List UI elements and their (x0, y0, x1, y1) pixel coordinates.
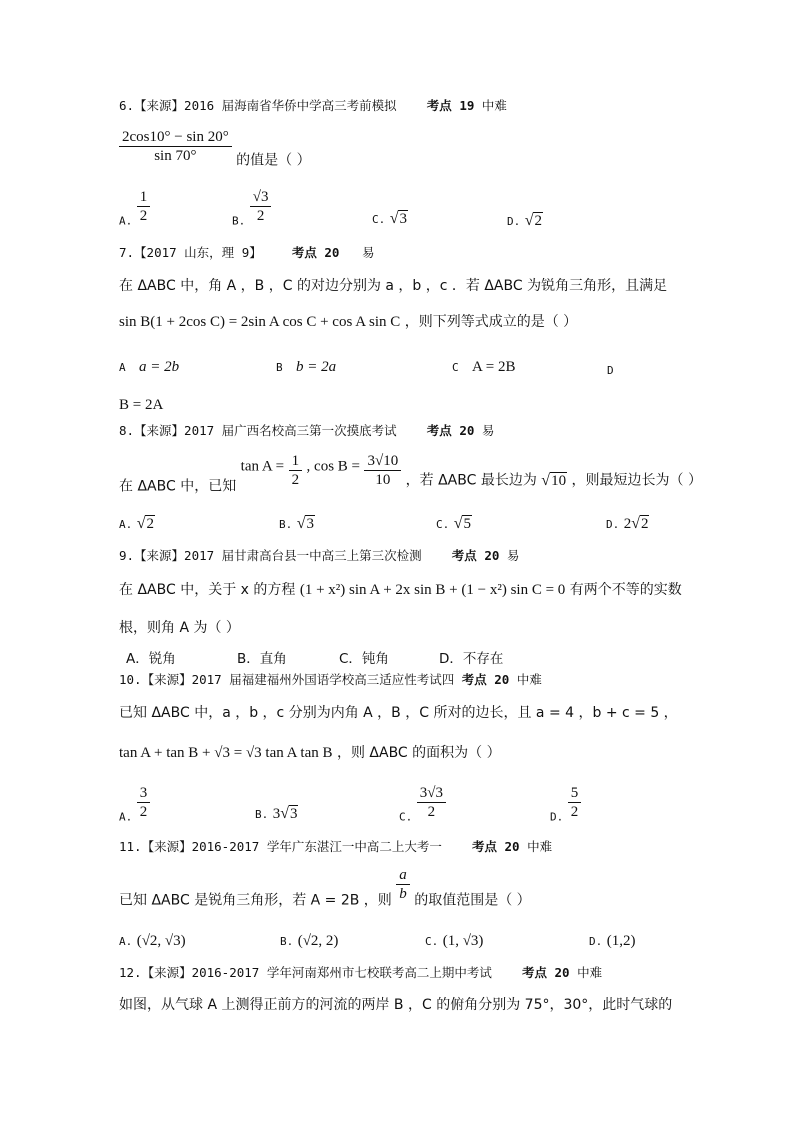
q8-option-d-radicand: 2 (640, 516, 649, 532)
q6-option-b-fraction (250, 188, 272, 225)
q7-option-b-value: b = 2a (295, 359, 337, 375)
q7-option-c-value: A = 2B (471, 359, 516, 375)
q10-option-b-label: B. (255, 808, 269, 821)
q8-stem (119, 452, 702, 496)
q10-option-d (550, 784, 581, 827)
q9-line1-post: 有两个不等的实数 (569, 582, 682, 598)
q11-option-b (280, 932, 338, 951)
q8-option-a-radicand: 2 (146, 516, 154, 532)
q8-cos-num-coef: 3 (367, 453, 375, 469)
q6-difficulty: 中难 (481, 98, 507, 113)
q6-option-d (507, 212, 543, 231)
q11-pre: 已知 ΔABC 是锐角三角形，若 A = 2B ，则 (119, 892, 392, 909)
q8-option-d (606, 515, 649, 534)
q10-option-a-den: 2 (139, 804, 148, 820)
q10-option-b-coef: 3 (272, 806, 281, 822)
q11-fraction-den: b (399, 886, 407, 902)
q6-option-d-label: D. (507, 215, 521, 228)
q9-source: 9.【来源】2017 届甘肃高台县一中高三上第三次检测 (119, 548, 422, 563)
q11-fraction-num: a (396, 866, 410, 885)
q7-option-d-label: D (607, 364, 614, 377)
q6-option-b (232, 188, 271, 231)
q11-stem (119, 866, 531, 910)
q7-option-a-label: A (119, 361, 126, 374)
q7-option-d-value: B = 2A (119, 397, 164, 413)
q8-cos-num: 3√10 (364, 452, 401, 471)
q12-kaodian: 考点 20 (521, 965, 570, 980)
q10-option-a-label: A. (119, 810, 133, 824)
q11-option-c-label: C. (425, 935, 439, 948)
q10-option-a-num: 3 (137, 784, 151, 803)
q9-option-b: B．直角 (237, 651, 287, 667)
q7-line1: 在 ΔABC 中，角 A ，B ，C 的对边分别为 a ，b ，c ．若 ΔABC 为锐角三角形，且满足 (119, 278, 668, 294)
q6-option-d-value: √2 (524, 212, 542, 229)
q11-fraction (396, 866, 410, 903)
q8-cos-num-radicand: 10 (383, 453, 399, 469)
q11-option-d-value: (1,2) (606, 933, 636, 949)
q7-option-c-label: C (452, 361, 459, 374)
q6-option-a-den: 2 (139, 208, 148, 224)
q10-equation: tan A + tan B + √3 = √3 tan A tan B (119, 745, 333, 761)
q6-option-a-fraction (137, 188, 151, 225)
q11-option-a-value: (√2, √3) (136, 933, 186, 949)
q6-stem-text: 的值是（ ） (236, 152, 311, 169)
q6-option-b-den: 2 (256, 208, 265, 224)
q10-option-d-label: D. (550, 810, 564, 824)
q6-option-c-radicand: 3 (399, 211, 407, 227)
q10-line2 (119, 744, 501, 762)
q8-option-b-label: B. (279, 518, 293, 531)
q10-option-d-fraction (568, 784, 582, 821)
q8-option-a-value: √2 (136, 515, 154, 532)
q6-source: 6.【来源】2016 届海南省华侨中学高三考前模拟 (119, 98, 397, 113)
q11-option-d-label: D. (589, 935, 603, 948)
q8-longest-radicand: 10 (551, 472, 567, 489)
q8-option-c-value: √5 (453, 515, 471, 532)
q10-difficulty: 中难 (516, 672, 542, 687)
q8-kaodian: 考点 20 (426, 423, 475, 438)
q6-option-a (119, 188, 150, 231)
q12-difficulty: 中难 (577, 965, 603, 980)
q8-option-a (119, 515, 155, 534)
q10-option-b-value: 3√3 (272, 805, 298, 822)
q7-source: 7.【2017 山东，理 9】 (119, 245, 262, 260)
q7-option-c (452, 358, 515, 377)
q10-option-d-num: 5 (568, 784, 582, 803)
q8-cos-frac (364, 452, 401, 489)
q10-option-c-num-radicand: 3 (435, 785, 443, 801)
q12-line1: 如图，从气球 A 上测得正前方的河流的两岸 B ，C 的俯角分别为 75°，30°，此时气球的 (119, 997, 673, 1013)
q11-option-c-value: (1, √3) (442, 933, 484, 949)
q10-option-a-fraction (137, 784, 151, 821)
q6-option-b-label: B. (232, 214, 246, 228)
q9-option-c: C．钝角 (339, 651, 389, 667)
q9-difficulty: 易 (506, 548, 520, 563)
q8-option-c (436, 515, 472, 534)
q6-stem (119, 128, 311, 170)
q9-line2: 根，则角 A 为（ ） (119, 620, 240, 636)
q10-option-c-fraction (417, 784, 446, 821)
q8-mid: ，若 ΔABC 最长边为 (405, 472, 537, 489)
q11-header (119, 838, 552, 856)
q11-option-b-value: (√2, 2) (297, 933, 339, 949)
q10-option-b (255, 805, 298, 824)
q11-option-d (589, 932, 635, 951)
q9-equation: (1 + x²) sin A + 2x sin B + (1 − x²) sin C = 0 (299, 582, 566, 598)
q7-equation: sin B(1 + 2cos C) = 2sin A cos C + cos A sin C (119, 314, 401, 330)
q7-option-b (276, 358, 336, 377)
q11-source: 11.【来源】2016-2017 学年广东湛江一中高二上大考一 (119, 839, 442, 854)
q9-line1-pre: 在 ΔABC 中，关于 x 的方程 (119, 582, 296, 598)
q10-option-c-num-coef: 3 (419, 785, 428, 801)
q8-option-b-radicand: 3 (306, 516, 314, 532)
q11-kaodian: 考点 20 (471, 839, 520, 854)
q8-option-d-coef: 2 (623, 516, 632, 532)
q8-tan-den: 2 (291, 472, 300, 488)
q9-option-a: A．锐角 (126, 651, 176, 667)
q10-option-d-den: 2 (570, 804, 579, 820)
q8-option-b (279, 515, 315, 534)
q7-header (119, 244, 375, 262)
q10-option-c-num: 3√3 (417, 784, 446, 803)
q8-difficulty: 易 (481, 423, 495, 438)
q7-difficulty: 易 (362, 245, 375, 260)
q8-option-d-value: 2√2 (623, 515, 649, 532)
q11-option-a (119, 932, 186, 951)
q7-line2-text: ，则下列等式成立的是（ ） (404, 314, 578, 330)
q6-option-c-label: C. (372, 213, 386, 226)
q6-option-b-radicand: 3 (260, 189, 269, 205)
q7-kaodian: 考点 20 (291, 245, 340, 260)
q9-line1 (119, 581, 682, 599)
q8-header (119, 422, 494, 440)
q10-header (119, 671, 542, 689)
q10-kaodian: 考点 20 (461, 672, 510, 687)
q8-post: ，则最短边长为（ ） (571, 472, 702, 489)
q7-option-b-label: B (276, 361, 283, 374)
q9-kaodian: 考点 20 (451, 548, 500, 563)
q11-post: 的取值范围是（ ） (414, 892, 531, 909)
q6-option-a-num: 1 (137, 188, 151, 207)
q12-source: 12.【来源】2016-2017 学年河南郑州市七校联考高二上期中考试 (119, 965, 492, 980)
q10-option-c (399, 784, 446, 827)
q8-option-b-value: √3 (296, 515, 314, 532)
q10-option-b-radicand: 3 (289, 806, 298, 822)
q6-fraction-denominator: sin 70° (154, 148, 197, 164)
q8-option-c-radicand: 5 (463, 516, 471, 532)
q8-tan-num: 1 (289, 452, 303, 471)
q11-option-c (425, 932, 483, 951)
q6-option-b-num: √3 (250, 188, 272, 207)
q7-option-a-value: a = 2b (138, 359, 180, 375)
q6-fraction-numerator: 2cos10° − sin 20° (119, 128, 232, 147)
q7-option-d-value-line (119, 396, 163, 414)
q8-option-a-label: A. (119, 518, 133, 531)
q6-option-c-value: √3 (389, 210, 407, 227)
q11-option-b-label: B. (280, 935, 294, 948)
q6-header (119, 97, 507, 115)
q7-line2 (119, 313, 577, 331)
q8-tan-lhs: tan A = (240, 458, 285, 475)
q8-option-c-label: C. (436, 518, 450, 531)
q9-header (119, 547, 519, 565)
q6-option-a-label: A. (119, 214, 133, 228)
q6-option-c (372, 210, 408, 229)
q9-option-d: D．不存在 (439, 651, 504, 667)
q6-kaodian: 考点 19 (426, 98, 475, 113)
q12-header (119, 964, 602, 982)
q8-cos-den: 10 (375, 472, 391, 488)
q11-difficulty: 中难 (527, 839, 553, 854)
q10-option-c-label: C. (399, 810, 413, 824)
q6-option-d-radicand: 2 (534, 213, 542, 229)
q6-fraction (119, 128, 232, 165)
q8-option-d-label: D. (606, 518, 620, 531)
q10-option-c-den: 2 (427, 804, 436, 820)
q8-cos-lhs: , cos B = (306, 458, 360, 475)
q7-option-a (119, 358, 179, 377)
q10-source: 10.【来源】2017 届福建福州外国语学校高三适应性考试四 (119, 672, 455, 687)
q10-line1: 已知 ΔABC 中，a ，b ，c 分别为内角 A ，B ，C 所对的边长，且 a = 4 ，b + c = 5 ， (119, 705, 678, 721)
q8-tan-frac (289, 452, 303, 489)
q10-line2-text: ，则 ΔABC 的面积为（ ） (336, 745, 501, 761)
q8-source: 8.【来源】2017 届广西名校高三第一次摸底考试 (119, 423, 397, 438)
q7-option-d (607, 361, 614, 380)
q10-option-a (119, 784, 150, 827)
q11-option-a-label: A. (119, 935, 133, 948)
q8-longest: √10 (541, 471, 567, 489)
q8-pre: 在 ΔABC 中，已知 (119, 478, 237, 495)
